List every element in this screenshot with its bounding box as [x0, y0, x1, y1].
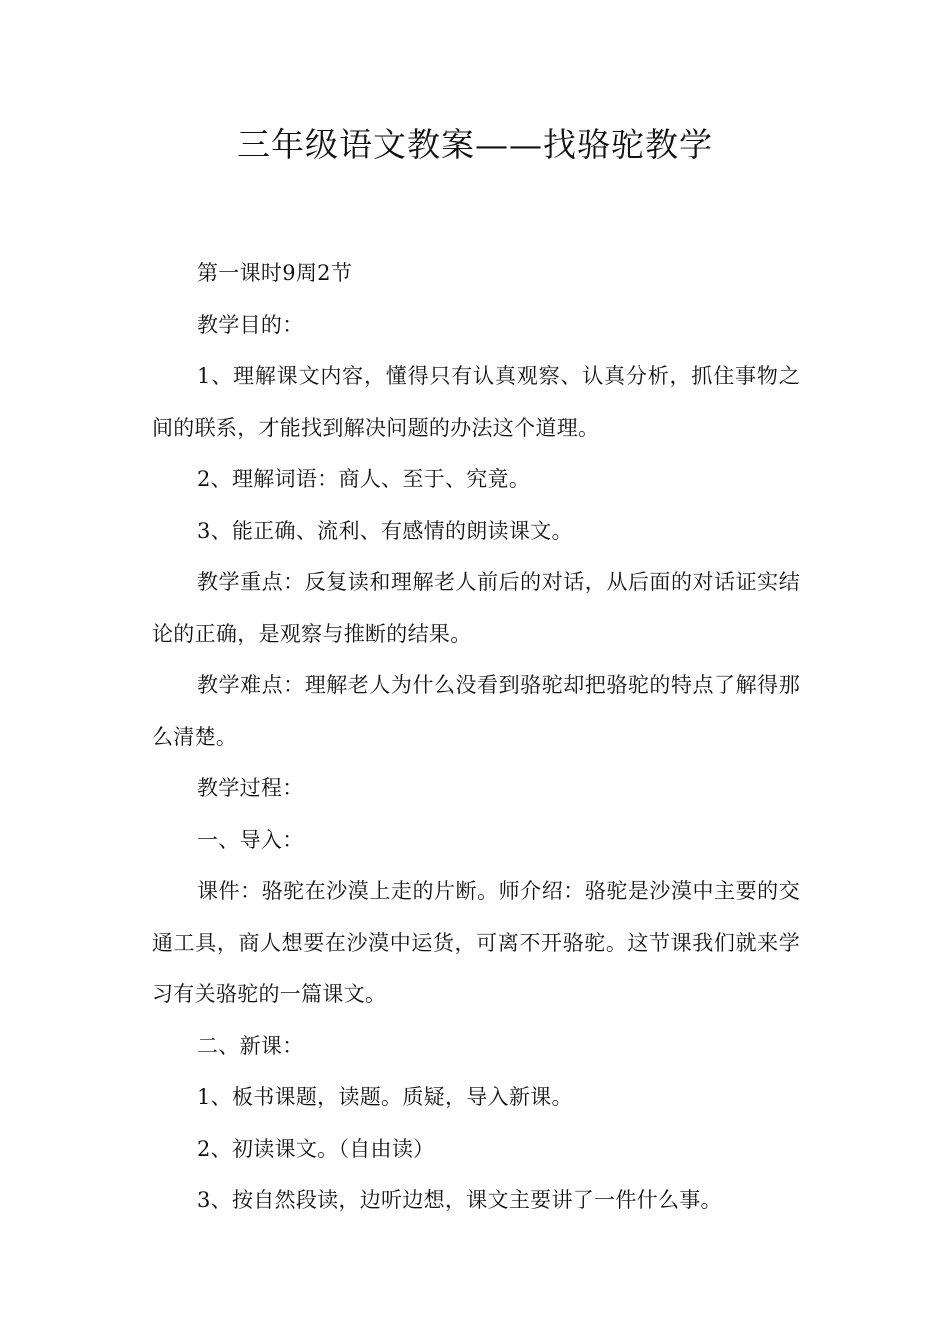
- paragraph-step-1: 1、板书课题，读题。质疑，导入新课。: [197, 1085, 573, 1109]
- paragraph-step-3: 3、按自然段读，边听边想，课文主要讲了一件什么事。: [197, 1188, 722, 1212]
- document-title: 三年级语文教案——找骆驼教学: [237, 125, 713, 164]
- paragraph-section-new-lesson: 二、新课：: [197, 1033, 304, 1058]
- paragraph-courseware: 课件：骆驼在沙漠上走的片断。师介绍：骆驼是沙漠中主要的交通工具，商人想要在沙漠中运货，可离不开骆驼。这节课我们就来学习有关骆驼的一篇课文。: [152, 879, 800, 1006]
- paragraph-objective-2: 2、理解词语：商人、至于、究竟。: [197, 467, 531, 491]
- paragraph-lesson-info: 第一课时9周2节: [197, 261, 353, 285]
- paragraph-objective-3: 3、能正确、流利、有感情的朗读课文。: [197, 518, 573, 543]
- paragraph-objectives-heading: 教学目的：: [197, 312, 304, 337]
- paragraph-step-2: 2、初读课文。（自由读）: [197, 1136, 435, 1161]
- document-body: [152, 248, 800, 1227]
- paragraph-process-heading: 教学过程：: [197, 776, 304, 800]
- paragraph-section-intro: 一、导入：: [197, 827, 304, 852]
- paragraph-objective-1: 1、理解课文内容，懂得只有认真观察、认真分析，抓住事物之间的联系，才能找到解决问题的办法这个道理。: [152, 364, 800, 440]
- paragraph-key-points: 教学重点：反复读和理解老人前后的对话，从后面的对话证实结论的正确，是观察与推断的结果。: [152, 570, 800, 646]
- paragraph-difficulties: 教学难点：理解老人为什么没看到骆驼却把骆驼的特点了解得那么清楚。: [152, 673, 800, 749]
